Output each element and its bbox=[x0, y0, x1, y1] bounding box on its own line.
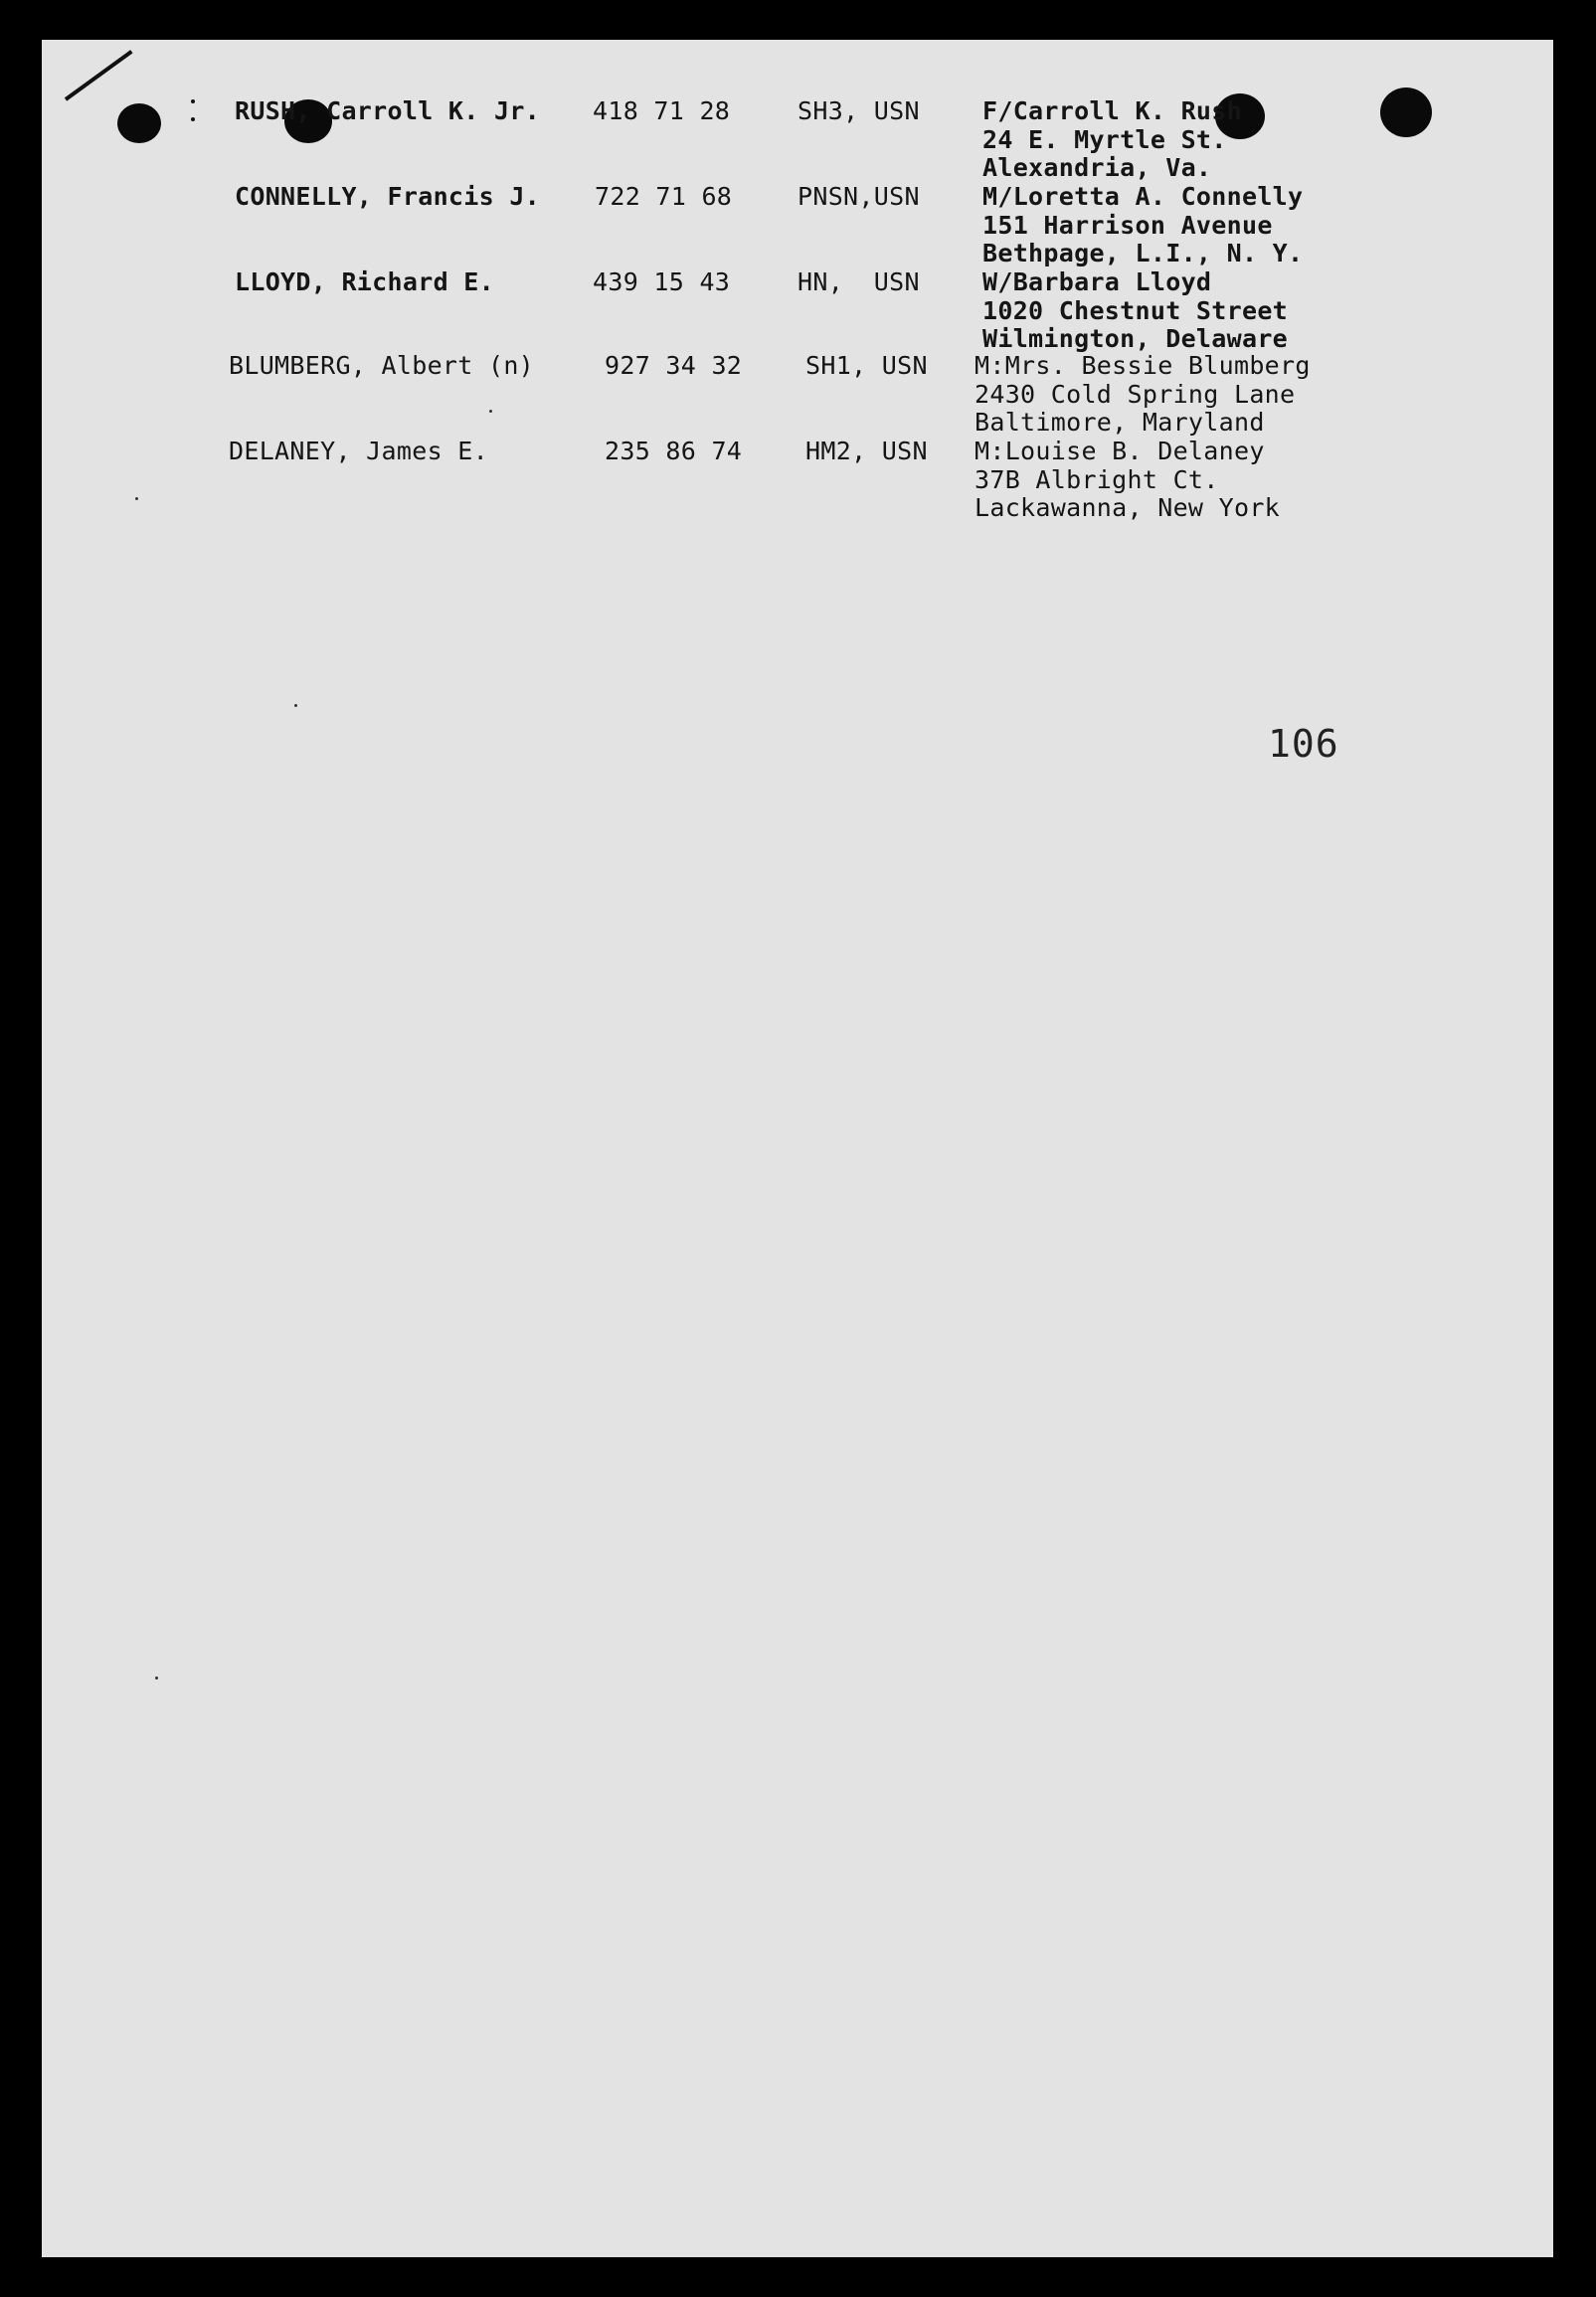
colon-mark-top bbox=[191, 99, 195, 103]
service-number: 439 15 43 bbox=[593, 267, 731, 296]
person-name: CONNELLY, Francis J. bbox=[235, 182, 541, 211]
punch-hole-left bbox=[117, 103, 161, 143]
rate: SH1, USN bbox=[805, 351, 928, 380]
address-line: Bethpage, L.I., N. Y. bbox=[982, 239, 1304, 267]
address-line: Baltimore, Maryland bbox=[975, 408, 1265, 437]
service-number: 722 71 68 bbox=[595, 182, 733, 211]
speck bbox=[294, 704, 297, 707]
next-of-kin-address bbox=[975, 352, 1311, 438]
address-line: 1020 Chestnut Street bbox=[982, 295, 1289, 325]
speck bbox=[135, 497, 138, 500]
punch-hole-right bbox=[1380, 88, 1432, 137]
address-line: F/Carroll K. Rush bbox=[982, 96, 1242, 125]
address-line: Lackawanna, New York bbox=[975, 493, 1281, 522]
rate: HM2, USN bbox=[805, 437, 928, 465]
colon-mark-bottom bbox=[191, 117, 195, 121]
next-of-kin-address bbox=[975, 438, 1280, 523]
address-line: M/Loretta A. Connelly bbox=[982, 182, 1304, 211]
person-name: BLUMBERG, Albert (n) bbox=[229, 351, 535, 380]
address-line: 37B Albright Ct. bbox=[975, 464, 1219, 494]
next-of-kin-address bbox=[982, 97, 1242, 183]
address-line: W/Barbara Lloyd bbox=[982, 267, 1212, 296]
page-number: 106 bbox=[1268, 722, 1339, 766]
rate: PNSN,USN bbox=[798, 182, 920, 211]
speck bbox=[155, 1677, 158, 1679]
rate: HN, USN bbox=[798, 267, 920, 296]
address-line: Alexandria, Va. bbox=[982, 153, 1212, 182]
rate: SH3, USN bbox=[798, 96, 920, 125]
person-name: RUSH, Carroll K. Jr. bbox=[235, 96, 541, 125]
address-line: 2430 Cold Spring Lane bbox=[975, 379, 1296, 409]
service-number: 235 86 74 bbox=[605, 437, 743, 465]
address-line: M:Louise B. Delaney bbox=[975, 437, 1265, 465]
speck bbox=[489, 410, 492, 413]
person-name: LLOYD, Richard E. bbox=[235, 267, 494, 296]
next-of-kin-address bbox=[982, 183, 1303, 268]
next-of-kin-address bbox=[982, 268, 1288, 354]
address-line: 151 Harrison Avenue bbox=[982, 210, 1273, 240]
person-name: DELANEY, James E. bbox=[229, 437, 488, 465]
address-line: Wilmington, Delaware bbox=[982, 324, 1289, 353]
service-number: 927 34 32 bbox=[605, 351, 743, 380]
address-line: M:Mrs. Bessie Blumberg bbox=[975, 351, 1311, 380]
address-line: 24 E. Myrtle St. bbox=[982, 124, 1227, 154]
service-number: 418 71 28 bbox=[593, 96, 731, 125]
